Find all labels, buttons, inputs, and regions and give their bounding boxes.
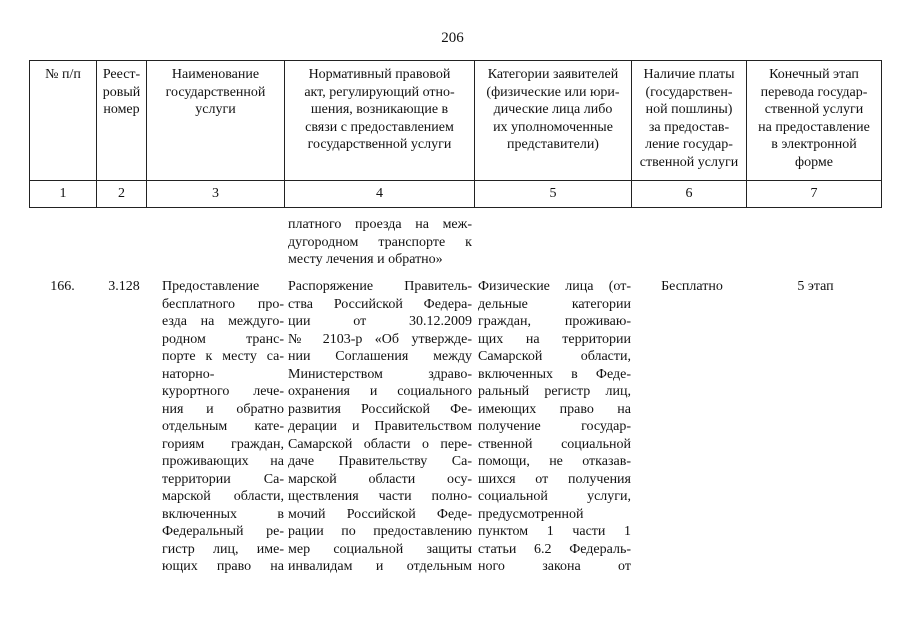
header-line: шения, возникающие в <box>310 102 449 117</box>
text-line: ния и обратно <box>162 401 284 417</box>
header-line: ровый <box>102 84 141 100</box>
text-line: щих на территории <box>478 331 631 347</box>
header-cell <box>147 61 285 181</box>
header-line: (физические или юри- <box>486 84 620 100</box>
header-line: государственной <box>165 84 266 100</box>
text-line: дельные категории <box>478 296 631 312</box>
text-line: мочий Российской Феде- <box>288 506 472 522</box>
header-line: Наличие платы <box>643 67 735 82</box>
header-line: Наименование <box>171 67 260 82</box>
text-line: охранения и социального <box>288 384 472 399</box>
text-line: Физические лица (от- <box>478 279 631 294</box>
text-line: Министерством здраво- <box>288 366 472 382</box>
text-line: курортного лече- <box>162 384 284 399</box>
text-line: Самарской области о пере- <box>288 436 472 452</box>
text-line: платного проезда на меж- <box>288 217 472 232</box>
header-line: Конечный этап <box>769 67 859 82</box>
header-line: номер <box>103 102 140 117</box>
continuation-text <box>288 216 472 269</box>
header-line: ной пошлины) <box>645 102 733 117</box>
header-line: государственной услуги <box>307 137 452 152</box>
registry-number: 3.128 <box>108 279 140 294</box>
column-number-row <box>30 181 882 208</box>
text-line: помощи, не отказав- <box>478 454 631 469</box>
column-number: 7 <box>747 181 882 208</box>
text-line: рации по предоставлению <box>288 524 472 539</box>
header-line: Реест- <box>102 67 141 82</box>
column-number: 3 <box>147 181 285 208</box>
text-line: шихся от получения <box>478 471 631 487</box>
text-line: порте к месту са- <box>162 349 284 364</box>
text-line: месту лечения и обратно» <box>288 252 443 267</box>
text-line: ственной социальной <box>478 436 631 452</box>
header-cell <box>475 61 632 181</box>
text-line: родном транс- <box>162 331 284 347</box>
text-line: территории Са- <box>162 471 284 487</box>
header-line: перевода государ- <box>760 84 868 100</box>
text-line: Федеральный ре- <box>162 524 284 539</box>
text-line: наторно- <box>162 366 215 382</box>
header-line: связи с предоставлением <box>305 119 454 135</box>
text-line: проживающих на <box>162 454 284 469</box>
text-line: ного закона от <box>478 559 631 574</box>
text-line: гистр лиц, име- <box>162 541 284 557</box>
column-number: 4 <box>285 181 475 208</box>
text-line: пунктом 1 части 1 <box>478 524 631 539</box>
header-line: форме <box>795 154 833 170</box>
column-number: 6 <box>632 181 747 208</box>
text-line: ции от 30.12.2009 <box>288 314 472 329</box>
text-line: получение государ- <box>478 419 631 434</box>
header-cell <box>632 61 747 181</box>
text-line: мер социальной защиты <box>288 541 472 557</box>
header-line: их уполномоченные <box>493 119 613 135</box>
text-line: включенных в Феде- <box>478 366 631 382</box>
legal-act <box>288 278 472 576</box>
text-line: инвалидам и отдельным <box>288 559 472 574</box>
header-row <box>30 61 882 181</box>
text-line: граждан, проживаю- <box>478 314 631 329</box>
header-line: Категории заявителей <box>487 67 619 82</box>
text-line: Распоряжение Правитель- <box>288 279 472 294</box>
fee: Бесплатно <box>661 279 723 294</box>
text-line: социальной услуги, <box>478 489 631 504</box>
column-number: 1 <box>30 181 97 208</box>
header-line: на предоставление <box>758 119 870 135</box>
service-name <box>162 278 284 576</box>
header-cell <box>30 61 97 181</box>
text-line: дугородном транспорте к <box>288 234 472 250</box>
header-line: № п/п <box>45 67 81 82</box>
header-line: услуги <box>195 102 236 117</box>
text-line: нии Соглашения между <box>288 349 472 364</box>
applicants <box>478 278 631 576</box>
text-line: бесплатного про- <box>162 296 284 312</box>
text-line: Предоставление <box>162 279 260 294</box>
header-line: за предостав- <box>648 119 730 135</box>
header-line: дические лица либо <box>493 102 613 117</box>
header-line: в электронной <box>771 137 857 152</box>
header-line: ственной услуги <box>764 102 864 117</box>
text-line: предусмотренной <box>478 506 584 522</box>
row-number: 166. <box>50 279 75 294</box>
text-line: Самарской области, <box>478 349 631 364</box>
header-line: ление государ- <box>645 137 733 152</box>
text-line: имеющих право на <box>478 401 631 417</box>
page-number: 206 <box>441 30 464 46</box>
header-cell <box>747 61 882 181</box>
text-line: даче Правительству Са- <box>288 454 472 469</box>
text-line: марской области осу- <box>288 471 472 487</box>
services-table-header <box>29 60 882 208</box>
header-line: представители) <box>507 137 599 152</box>
text-line: марской области, <box>162 489 284 504</box>
text-line: № 2103-р «Об утвержде- <box>288 331 472 347</box>
header-line: (государствен- <box>645 84 733 100</box>
header-cell <box>285 61 475 181</box>
final-stage: 5 этап <box>797 279 834 294</box>
column-number: 2 <box>97 181 147 208</box>
text-line: ющих право на <box>162 559 284 574</box>
text-line: дерации и Правительством <box>288 419 472 434</box>
text-line: ства Российской Федера- <box>288 296 472 312</box>
text-line: ральный регистр лиц, <box>478 384 631 399</box>
text-line: включенных в <box>162 506 284 522</box>
header-line: Нормативный правовой <box>308 67 451 82</box>
text-line: езда на междуго- <box>162 314 284 329</box>
column-number: 5 <box>475 181 632 208</box>
header-cell <box>97 61 147 181</box>
text-line: статьи 6.2 Федераль- <box>478 541 631 557</box>
header-line: ственной услуги <box>639 154 739 170</box>
text-line: развития Российской Фе- <box>288 401 472 417</box>
text-line: отдельным кате- <box>162 419 284 434</box>
text-line: гориям граждан, <box>162 436 284 452</box>
header-line: акт, регулирующий отно- <box>304 84 455 100</box>
text-line: ществления части полно- <box>288 489 472 504</box>
